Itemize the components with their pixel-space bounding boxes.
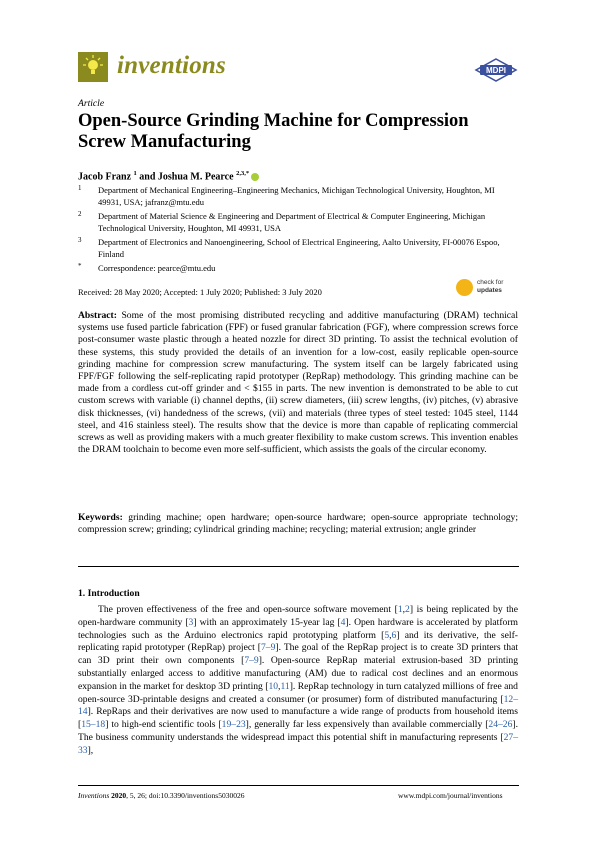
author-pearce[interactable]: and Joshua M. Pearce bbox=[136, 171, 234, 183]
journal-name: inventions bbox=[117, 52, 226, 79]
check-updates-line2: updates bbox=[477, 287, 502, 294]
paragraph-text: ]. The business community understands the widespread impact this potential shift in manufacturing represents [ bbox=[78, 719, 518, 743]
citation-link[interactable]: 3 bbox=[188, 616, 194, 628]
citation-link[interactable]: 19–23 bbox=[221, 719, 246, 731]
section-heading: 1. Introduction bbox=[78, 588, 140, 599]
citation-link[interactable]: 1 bbox=[397, 604, 403, 615]
journal-logo bbox=[78, 52, 108, 82]
affiliation-2 bbox=[78, 210, 518, 234]
citation-link[interactable]: 2 bbox=[405, 604, 410, 615]
check-updates-line1: check for bbox=[477, 279, 504, 286]
publication-dates: Received: 28 May 2020; Accepted: 1 July 2020; Published: 3 July 2020 bbox=[78, 287, 322, 297]
affiliation-text: Department of Material Science & Engineering and Department of Electrical & Computer Engineering, Michigan Technological University, Houghton, MI 49931, USA bbox=[98, 211, 486, 233]
section-divider bbox=[78, 566, 519, 567]
paragraph-text: ] is being replicated by the open-hardware community [ bbox=[78, 604, 518, 628]
check-updates-label bbox=[477, 279, 503, 295]
paragraph-text: ]. RepRap technology in turn catalyzed millions of free and open-source 3D-printable designs and created a consumer (or prosumer) form of distributed manufacturing [ bbox=[78, 680, 518, 705]
affiliation-text: Department of Mechanical Engineering–Engineering Mechanics, Michigan Technological University, Houghton, MI 49931, USA; jafranz@mtu.edu bbox=[98, 185, 495, 207]
footer-url[interactable]: www.mdpi.com/journal/inventions bbox=[398, 791, 503, 800]
orcid-icon[interactable] bbox=[251, 173, 259, 181]
abstract-text: Some of the most promising distributed recycling and additive manufacturing (DRAM) technical systems use fused particle fabrication (FPF) or fused granular fabrication (FGF), where compression screws force post-consumer waste plastic through a heated nozzle for direct 3D printing. To assist the technical evolution of these systems, this study provided the details of an invention for a low-cost, easily replicable open-source grinding machine for compression screw manufacturing. The system itself can be largely fabricated using FPF/FGF following the self-replicating rapid prototyper (RepRap) methodology. This grinding machine can be made from a cordless cut-off grinder and < $155 in parts. The new invention is demonstrated to be able to cut custom screws with variable (i) channel depths, (ii) screw diameters, (iii) screw lengths, (iv) pitches, (v) abrasive disk thicknesses, (vi) handedness of the screws, (vii) and materials (three types of steel tested: 1045 steel, 1144 steel, and 416 stainless steel). The results show that the device is more than capable of replicating commercial screws as well as providing makers with a much greater flexibility to make custom screws. This invention enables the DRAM toolchain to become even more self-sufficient, which assists the goals of the circular economy. bbox=[78, 310, 518, 456]
paragraph-text: ]. Open-source RepRap material extrusion-based 3D printing substantially enlarged access to additive manufacturing (AM) due to radical cost declines and an enormous expansion in the market for desktop 3D printing [ bbox=[78, 655, 518, 692]
keywords-text: grinding machine; open hardware; open-source hardware; open-source appropriate technology; compression screw; grinding; cylindrical grinding machine; recycling; material extrusion; angle grinder bbox=[78, 512, 518, 536]
footer-citation bbox=[78, 791, 244, 800]
citation-link[interactable]: 15–18 bbox=[81, 719, 106, 731]
footer-journal: Inventions bbox=[78, 791, 110, 800]
paragraph-text: ], generally far less expensively than available commercially [ bbox=[245, 719, 489, 731]
author-franz[interactable]: Jacob Franz bbox=[78, 171, 132, 183]
affiliations bbox=[78, 184, 518, 274]
author-franz-affil: 1 bbox=[133, 170, 137, 177]
author-list bbox=[78, 170, 259, 182]
abstract-label: Abstract: bbox=[78, 310, 117, 321]
citation-link[interactable]: 11 bbox=[280, 680, 290, 692]
paragraph-text: ] and its derivative, the self-replicating rapid prototyper (RepRap) project [ bbox=[78, 629, 518, 654]
paragraph-text: ], bbox=[87, 744, 94, 756]
affiliation-number: * bbox=[78, 262, 82, 270]
affiliation-text: Department of Electronics and Nanoengineering, School of Electrical Engineering, Aalto University, FI-00076 Espoo, Finland bbox=[98, 237, 500, 259]
author-pearce-affil: 2,3,* bbox=[236, 170, 250, 177]
citation-link[interactable]: 4 bbox=[340, 616, 346, 628]
affiliation-number: 3 bbox=[78, 236, 82, 244]
citation-link[interactable]: 10 bbox=[268, 680, 279, 692]
paragraph-text: The proven effectiveness of the free and open-source software movement [ bbox=[98, 604, 398, 615]
paragraph-text: ]. Open hardware is accelerated by platform technologies such as the Arduino electronics rapid prototyping platform [ bbox=[78, 616, 518, 641]
paragraph-text: ]. RepRaps and their derivatives are now used to manufacture a wide range of products from household items [ bbox=[78, 706, 518, 731]
check-for-updates-badge[interactable] bbox=[456, 276, 518, 300]
citation-link[interactable]: 12–14 bbox=[78, 693, 518, 718]
mdpi-logo-text: MDPI bbox=[486, 66, 506, 75]
paragraph-text: ]. The goal of the RepRap project is to create 3D printers that can 3D print their own components [ bbox=[78, 642, 519, 667]
paragraph-text: , bbox=[278, 680, 281, 692]
citation-link[interactable]: 24–26 bbox=[488, 719, 513, 731]
abstract bbox=[78, 310, 518, 456]
footer-doi[interactable]: , 5, 26; doi:10.3390/inventions5030026 bbox=[126, 791, 245, 800]
article-type: Article bbox=[78, 98, 105, 109]
footer-divider bbox=[78, 785, 519, 786]
mdpi-logo[interactable] bbox=[474, 58, 518, 82]
keywords-label: Keywords: bbox=[78, 512, 123, 523]
citation-link[interactable]: 7–9 bbox=[260, 642, 276, 654]
footer-year: 2020 bbox=[111, 791, 127, 800]
intro-paragraph bbox=[78, 604, 518, 758]
lightbulb-icon bbox=[78, 52, 108, 82]
paragraph-text: , bbox=[389, 629, 392, 641]
citation-link[interactable]: 7–9 bbox=[244, 655, 259, 667]
paper-title: Open-Source Grinding Machine for Compression Screw Manufacturing bbox=[78, 111, 469, 152]
keywords bbox=[78, 512, 518, 536]
citation-link[interactable]: 5 bbox=[384, 629, 390, 641]
paragraph-text: ] to high-end scientific tools [ bbox=[105, 719, 222, 731]
citation-link[interactable]: 27–33 bbox=[78, 731, 518, 756]
affiliation-3 bbox=[78, 236, 518, 260]
paragraph-text: , bbox=[402, 604, 406, 615]
check-updates-icon bbox=[456, 279, 473, 296]
correspondence-text: Correspondence: pearce@mtu.edu bbox=[98, 263, 216, 273]
affiliation-number: 2 bbox=[78, 210, 82, 218]
paragraph-text: ] with an approximately 15-year lag [ bbox=[193, 616, 341, 628]
correspondence bbox=[78, 262, 518, 274]
affiliation-1 bbox=[78, 184, 518, 208]
affiliation-number: 1 bbox=[78, 184, 82, 192]
citation-link[interactable]: 6 bbox=[391, 629, 397, 641]
